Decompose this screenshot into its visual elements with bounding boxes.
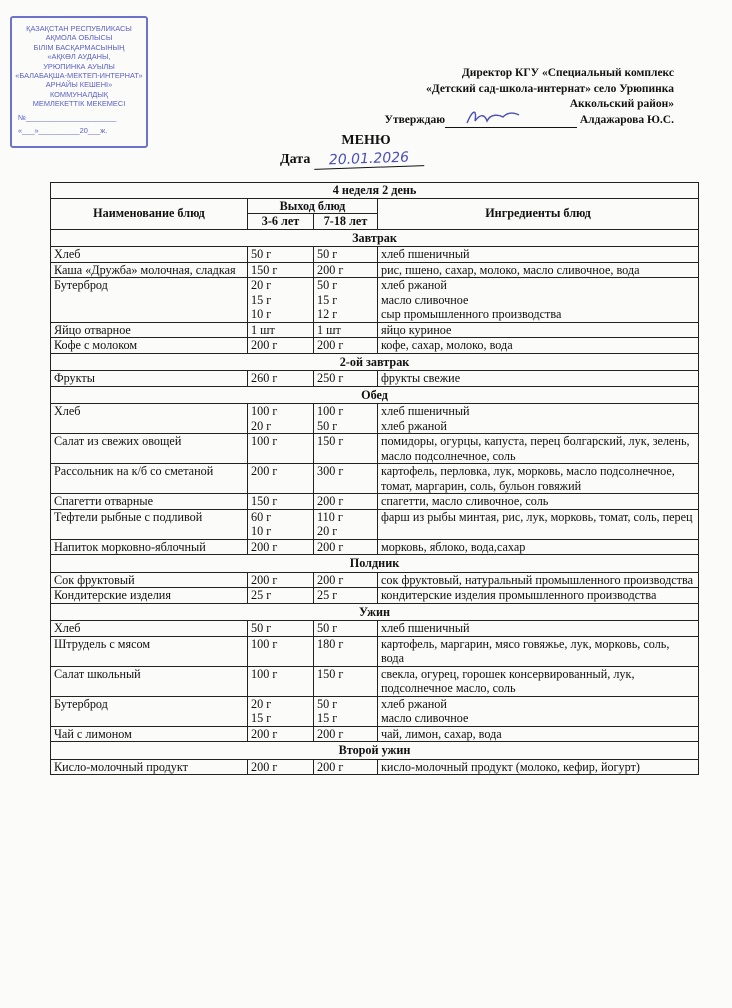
dish-name: Бутерброд: [51, 696, 248, 726]
table-row: [51, 509, 699, 539]
meal-section-title: Завтрак: [51, 229, 699, 247]
dish-name: Тефтели рыбные с подливой: [51, 509, 248, 539]
yield-3-6: [248, 371, 314, 387]
table-row: [51, 464, 699, 494]
yield-3-6-line: 15 г: [251, 292, 272, 307]
table-row: [51, 322, 699, 338]
yield-3-6: [248, 636, 314, 666]
ingredients: [378, 278, 699, 323]
ingredients: [378, 588, 699, 604]
stamp-line: КОММУНАЛДЫҚ: [49, 89, 109, 99]
col-header-yield: Выход блюд: [248, 198, 378, 214]
meal-section-row: [51, 742, 699, 760]
yield-3-6: [248, 262, 314, 278]
meal-section-title: Ужин: [51, 603, 699, 621]
meal-section-row: [51, 386, 699, 404]
yield-3-6: [248, 322, 314, 338]
yield-3-6: [248, 696, 314, 726]
ingredients: [378, 572, 699, 588]
yield-7-18-line: 50 г: [317, 696, 338, 711]
ingredients: [378, 759, 699, 775]
meal-section-row: [51, 603, 699, 621]
yield-3-6-line: 50 г: [251, 621, 272, 635]
menu-table: [50, 182, 699, 775]
header-row: [51, 198, 699, 214]
yield-7-18-line: 15 г: [317, 292, 338, 307]
yield-3-6-line: 20 г: [251, 696, 272, 711]
dish-name: Салат из свежих овощей: [51, 434, 248, 464]
ingredients: [378, 636, 699, 666]
ingredients-line: хлеб ржаной: [381, 278, 447, 292]
meal-section-title: Полдник: [51, 555, 699, 573]
yield-3-6: [248, 494, 314, 510]
yield-7-18-line: 110 г: [317, 509, 343, 524]
approve-label: Утверждаю: [384, 113, 445, 126]
stamp-line: «БАЛАБАҚША-МЕКТЕП-ИНТЕРНАТ»: [15, 71, 143, 81]
dish-name: Хлеб: [51, 247, 248, 263]
yield-3-6: [248, 404, 314, 434]
yield-3-6-line: 20 г: [251, 278, 272, 292]
approval-block: [374, 66, 674, 128]
ingredients: [378, 464, 699, 494]
ingredients-line: хлеб пшеничный: [381, 621, 470, 635]
yield-7-18: [314, 759, 378, 775]
table-row: [51, 371, 699, 387]
dish-name: Чай с лимоном: [51, 726, 248, 742]
meal-section-title: Второй ужин: [51, 742, 699, 760]
approval-line-2: «Детский сад-школа-интернат» село Урюпинка: [426, 82, 674, 95]
ingredients: [378, 338, 699, 354]
col-header-age-3-6: 3-6 лет: [248, 214, 314, 230]
table-row: [51, 278, 699, 323]
yield-3-6-line: 200 г: [251, 338, 278, 352]
ingredients-line: спагетти, масло сливочное, соль: [381, 494, 549, 508]
yield-3-6-line: 100 г: [251, 636, 278, 651]
meal-section-row: [51, 229, 699, 247]
stamp-line: ҚАЗАҚСТАН РЕСПУБЛИКАСЫ: [26, 24, 132, 33]
yield-3-6: [248, 539, 314, 555]
yield-3-6-line: 10 г: [251, 524, 272, 538]
yield-3-6: [248, 509, 314, 539]
yield-7-18: [314, 464, 378, 494]
yield-7-18: [314, 726, 378, 742]
ingredients-line: хлеб ржаной: [381, 696, 447, 711]
ingredients: [378, 726, 699, 742]
yield-3-6: [248, 434, 314, 464]
ingredients: [378, 696, 699, 726]
signature: [445, 115, 577, 128]
meal-section-row: [51, 353, 699, 371]
ingredients: [378, 539, 699, 555]
yield-3-6-line: 200 г: [251, 759, 278, 774]
ingredients-line: хлеб ржаной: [381, 418, 447, 433]
stamp-date-line: «___»__________20___ж.: [18, 126, 108, 136]
yield-7-18: [314, 322, 378, 338]
yield-3-6-line: 200 г: [251, 539, 278, 554]
ingredients-line: сыр промышленного производства: [381, 307, 562, 321]
table-row: [51, 404, 699, 434]
yield-7-18: [314, 636, 378, 666]
ingredients: [378, 434, 699, 464]
table-row: [51, 434, 699, 464]
ingredients-line: фрукты свежие: [381, 371, 461, 385]
yield-3-6-line: 60 г: [251, 509, 272, 524]
table-row: [51, 588, 699, 604]
yield-3-6-line: 100 г: [251, 666, 278, 681]
date-line: [280, 151, 424, 168]
ingredients-line: масло сливочное: [381, 292, 469, 307]
dish-name: Рассольник на к/б со сметаной: [51, 464, 248, 494]
dish-name: Хлеб: [51, 621, 248, 637]
yield-3-6: [248, 278, 314, 323]
yield-7-18-line: 50 г: [317, 418, 338, 433]
dish-name: Штрудель с мясом: [51, 636, 248, 666]
yield-3-6: [248, 464, 314, 494]
yield-3-6-line: 100 г: [251, 434, 278, 448]
meal-section-title: 2-ой завтрак: [51, 353, 699, 371]
yield-7-18: [314, 247, 378, 263]
ingredients-line: свекла, огурец, горошек консервированный, лук, подсолнечное масло, соль: [381, 666, 635, 695]
dish-name: Сок фруктовый: [51, 572, 248, 588]
yield-7-18: [314, 666, 378, 696]
yield-3-6: [248, 726, 314, 742]
meal-section-row: [51, 555, 699, 573]
yield-7-18: [314, 539, 378, 555]
ingredients-line: картофель, перловка, лук, морковь, масло подсолнечное, томат, маргарин, соль, бульон говяжий: [381, 464, 675, 493]
ingredients-line: кондитерские изделия промышленного производства: [381, 588, 657, 602]
dish-name: Напиток морковно-яблочный: [51, 539, 248, 555]
dish-name: Салат школьный: [51, 666, 248, 696]
yield-7-18: [314, 588, 378, 604]
stamp-line: УРЮПИНКА АУЫЛЫ: [43, 61, 115, 71]
yield-7-18-line: 200 г: [317, 338, 344, 352]
ingredients: [378, 322, 699, 338]
yield-7-18: [314, 262, 378, 278]
table-row: [51, 247, 699, 263]
ingredients-line: рис, пшено, сахар, молоко, масло сливочное, вода: [381, 262, 640, 277]
yield-3-6: [248, 338, 314, 354]
yield-7-18-line: 25 г: [317, 588, 338, 602]
ingredients: [378, 262, 699, 278]
yield-3-6-line: 25 г: [251, 588, 272, 602]
ingredients-line: сок фруктовый, натуральный промышленного производства: [381, 572, 694, 587]
dish-name: Хлеб: [51, 404, 248, 434]
ingredients-line: картофель, маргарин, мясо говяжье, лук, морковь, соль, вода: [381, 636, 670, 665]
yield-7-18: [314, 509, 378, 539]
stamp-line: «АҚКӨЛ АУДАНЫ,: [47, 52, 111, 62]
yield-3-6: [248, 666, 314, 696]
yield-7-18-line: 180 г: [317, 636, 344, 651]
stamp-line: БІЛІМ БАСҚАРМАСЫНЫҢ: [33, 42, 125, 52]
yield-7-18-line: 200 г: [317, 539, 344, 554]
approval-signature-line: [374, 113, 674, 129]
yield-3-6-line: 1 шт: [251, 322, 275, 337]
ingredients-line: кисло-молочный продукт (молоко, кефир, йогурт): [381, 759, 640, 774]
yield-7-18: [314, 338, 378, 354]
table-row: [51, 572, 699, 588]
dish-name: Кисло-молочный продукт: [51, 759, 248, 775]
ingredients-line: морковь, яблоко, вода,сахар: [381, 539, 526, 554]
yield-7-18-line: 50 г: [317, 278, 338, 292]
col-header-name: Наименование блюд: [51, 198, 248, 229]
yield-3-6-line: 50 г: [251, 247, 272, 261]
approval-line-1: Директор КГУ «Специальный комплекс: [461, 67, 674, 79]
dish-name: Фрукты: [51, 371, 248, 387]
stamp-line: АРНАЙЫ КЕШЕНІ»: [45, 80, 113, 90]
table-row: [51, 621, 699, 637]
yield-7-18-line: 15 г: [317, 711, 338, 725]
ingredients-line: яйцо куриное: [381, 322, 452, 337]
dish-name: Кофе с молоком: [51, 338, 248, 354]
col-header-age-7-18: 7-18 лет: [314, 214, 378, 230]
official-stamp: [10, 16, 148, 148]
dish-name: Бутерброд: [51, 278, 248, 323]
page-title: МЕНЮ: [341, 133, 391, 148]
stamp-line: АҚМОЛА ОБЛЫСЫ: [45, 33, 113, 43]
table-row: [51, 666, 699, 696]
ingredients-line: масло сливочное: [381, 711, 469, 725]
yield-3-6: [248, 572, 314, 588]
table-row: [51, 636, 699, 666]
ingredients: [378, 371, 699, 387]
date-label: Дата: [280, 152, 311, 167]
yield-7-18-line: 12 г: [317, 307, 338, 321]
dish-name: Яйцо отварное: [51, 322, 248, 338]
yield-7-18-line: 250 г: [317, 371, 344, 385]
ingredients-line: чай, лимон, сахар, вода: [381, 726, 502, 741]
yield-3-6: [248, 759, 314, 775]
dish-name: Спагетти отварные: [51, 494, 248, 510]
yield-7-18: [314, 434, 378, 464]
table-row: [51, 726, 699, 742]
yield-3-6-line: 150 г: [251, 262, 278, 277]
yield-7-18-line: 1 шт: [317, 322, 341, 337]
stamp-number-line: №______________________: [18, 112, 117, 122]
ingredients-line: кофе, сахар, молоко, вода: [381, 338, 513, 352]
yield-7-18-line: 20 г: [317, 524, 338, 538]
ingredients: [378, 494, 699, 510]
yield-3-6-line: 200 г: [251, 572, 278, 587]
yield-7-18-line: 200 г: [317, 494, 344, 508]
yield-7-18-line: 150 г: [317, 666, 344, 681]
ingredients: [378, 404, 699, 434]
yield-7-18-line: 50 г: [317, 621, 338, 635]
ingredients-line: хлеб пшеничный: [381, 404, 470, 418]
yield-7-18: [314, 696, 378, 726]
week-day: 4 неделя 2 день: [51, 183, 699, 199]
yield-3-6-line: 10 г: [251, 307, 272, 321]
yield-7-18-line: 300 г: [317, 464, 344, 478]
table-row: [51, 262, 699, 278]
yield-7-18-line: 200 г: [317, 262, 344, 277]
yield-7-18: [314, 621, 378, 637]
yield-7-18: [314, 572, 378, 588]
meal-section-title: Обед: [51, 386, 699, 404]
table-row: [51, 494, 699, 510]
yield-3-6-line: 15 г: [251, 711, 272, 725]
approval-line-3: Аккольский район»: [569, 98, 674, 110]
signer-name: Алдажарова Ю.С.: [579, 113, 674, 126]
yield-7-18: [314, 278, 378, 323]
yield-3-6-line: 20 г: [251, 418, 272, 433]
table-row: [51, 696, 699, 726]
yield-7-18-line: 200 г: [317, 726, 344, 741]
ingredients-line: фарш из рыбы минтая, рис, лук, морковь, томат, соль, перец: [381, 509, 693, 524]
dish-name: Кондитерские изделия: [51, 588, 248, 604]
yield-3-6-line: 150 г: [251, 494, 278, 508]
stamp-line: МЕМЛЕКЕТТІК МЕКЕМЕСІ: [32, 99, 126, 109]
week-day-row: [51, 183, 699, 199]
yield-7-18-line: 50 г: [317, 247, 338, 261]
yield-7-18: [314, 404, 378, 434]
yield-3-6: [248, 588, 314, 604]
table-row: [51, 539, 699, 555]
dish-name: Каша «Дружба» молочная, сладкая: [51, 262, 248, 278]
yield-7-18: [314, 494, 378, 510]
date-value: 20.01.2026: [314, 149, 425, 170]
yield-7-18: [314, 371, 378, 387]
yield-7-18-line: 200 г: [317, 759, 344, 774]
col-header-ingredients: Ингредиенты блюд: [378, 198, 699, 229]
yield-3-6-line: 260 г: [251, 371, 278, 385]
ingredients-line: помидоры, огурцы, капуста, перец болгарский, лук, зелень, масло подсолнечное, соль: [381, 434, 690, 463]
table-row: [51, 338, 699, 354]
ingredients: [378, 509, 699, 539]
yield-3-6-line: 200 г: [251, 464, 278, 478]
table-row: [51, 759, 699, 775]
ingredients: [378, 666, 699, 696]
yield-7-18-line: 100 г: [317, 404, 344, 418]
yield-3-6-line: 200 г: [251, 726, 278, 741]
yield-7-18-line: 150 г: [317, 434, 344, 448]
ingredients: [378, 621, 699, 637]
ingredients: [378, 247, 699, 263]
yield-3-6-line: 100 г: [251, 404, 278, 418]
stamp-text: [12, 24, 146, 109]
yield-3-6: [248, 247, 314, 263]
yield-3-6: [248, 621, 314, 637]
ingredients-line: хлеб пшеничный: [381, 247, 470, 261]
yield-7-18-line: 200 г: [317, 572, 344, 587]
